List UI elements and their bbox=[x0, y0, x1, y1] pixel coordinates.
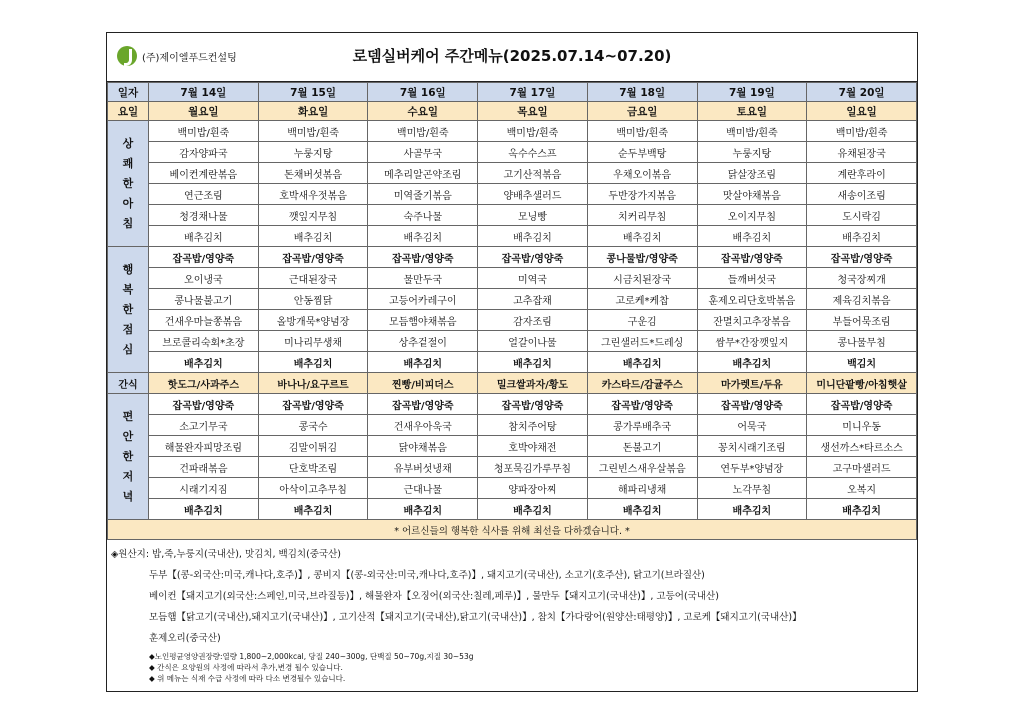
breakfast-item: 호박새우젓볶음 bbox=[258, 184, 368, 205]
breakfast-item: 깻잎지무침 bbox=[258, 205, 368, 226]
day-cell: 금요일 bbox=[587, 102, 697, 121]
dinner-item: 건파래볶음 bbox=[149, 457, 259, 478]
breakfast-row bbox=[108, 142, 917, 163]
dinner-row bbox=[108, 499, 917, 520]
dinner-item: 노각무침 bbox=[697, 478, 807, 499]
dinner-item: 김말이튀김 bbox=[258, 436, 368, 457]
dinner-item: 해파리냉채 bbox=[587, 478, 697, 499]
lunch-item: 근대된장국 bbox=[258, 268, 368, 289]
page-title: 로뎀실버케어 주간메뉴(2025.07.14~07.20) bbox=[352, 47, 672, 65]
breakfast-item: 새송이조림 bbox=[807, 184, 917, 205]
lunch-item: 잡곡밥/영양죽 bbox=[478, 247, 588, 268]
dinner-row bbox=[108, 478, 917, 499]
breakfast-item: 연근조림 bbox=[149, 184, 259, 205]
breakfast-item: 백미밥/흰죽 bbox=[587, 121, 697, 142]
dinner-item: 단호박조림 bbox=[258, 457, 368, 478]
dinner-label-char: 녁 bbox=[122, 489, 134, 503]
breakfast-item: 배추김치 bbox=[697, 226, 807, 247]
breakfast-label-char: 쾌 bbox=[122, 156, 134, 170]
lunch-item: 들깨버섯국 bbox=[697, 268, 807, 289]
breakfast-item: 우채오이볶음 bbox=[587, 163, 697, 184]
dinner-row bbox=[108, 457, 917, 478]
breakfast-item: 도시락김 bbox=[807, 205, 917, 226]
lunch-item: 오이냉국 bbox=[149, 268, 259, 289]
dinner-item: 연두부*양념장 bbox=[697, 457, 807, 478]
lunch-label-char: 점 bbox=[122, 322, 134, 336]
breakfast-item: 미역줄기볶음 bbox=[368, 184, 478, 205]
breakfast-row bbox=[108, 205, 917, 226]
lunch-item: 브로콜리숙회*초장 bbox=[149, 331, 259, 352]
menu-table bbox=[107, 82, 917, 540]
breakfast-row bbox=[108, 121, 917, 142]
breakfast-item: 백미밥/흰죽 bbox=[478, 121, 588, 142]
dinner-label bbox=[108, 394, 149, 520]
lunch-item: 모듬햄야채볶음 bbox=[368, 310, 478, 331]
dinner-item: 그린빈스새우살볶음 bbox=[587, 457, 697, 478]
breakfast-item: 누룽지탕 bbox=[258, 142, 368, 163]
breakfast-item: 계란후라이 bbox=[807, 163, 917, 184]
dinner-item: 어묵국 bbox=[697, 415, 807, 436]
breakfast-item: 고기산적볶음 bbox=[478, 163, 588, 184]
dinner-item: 미니우동 bbox=[807, 415, 917, 436]
breakfast-item: 유채된장국 bbox=[807, 142, 917, 163]
dinner-item: 시래기지짐 bbox=[149, 478, 259, 499]
breakfast-item: 맛살야채볶음 bbox=[697, 184, 807, 205]
lunch-item: 쌈무*간장깻잎지 bbox=[697, 331, 807, 352]
lunch-item: 잡곡밥/영양죽 bbox=[807, 247, 917, 268]
day-cell: 월요일 bbox=[149, 102, 259, 121]
dinner-item: 참치주어탕 bbox=[478, 415, 588, 436]
breakfast-label-char: 침 bbox=[122, 216, 134, 230]
notice-text: * 어르신들의 행복한 식사를 위해 최선을 다하겠습니다. * bbox=[108, 520, 917, 540]
dinner-item: 호박야채전 bbox=[478, 436, 588, 457]
dinner-item: 배추김치 bbox=[697, 499, 807, 520]
dinner-item: 아삭이고추무침 bbox=[258, 478, 368, 499]
dinner-item: 닭야채볶음 bbox=[368, 436, 478, 457]
dinner-item: 꽁치시래기조림 bbox=[697, 436, 807, 457]
lunch-item: 고추잡채 bbox=[478, 289, 588, 310]
lunch-item: 고로케*케찹 bbox=[587, 289, 697, 310]
dinner-item: 잡곡밥/영양죽 bbox=[258, 394, 368, 415]
snack-item: 카스타드/감귤주스 bbox=[587, 373, 697, 394]
lunch-item: 청국장찌개 bbox=[807, 268, 917, 289]
dinner-item: 양파장아찌 bbox=[478, 478, 588, 499]
breakfast-label-char: 상 bbox=[122, 136, 134, 150]
snack-item: 바나나/요구르트 bbox=[258, 373, 368, 394]
lunch-item: 올방개묵*양념장 bbox=[258, 310, 368, 331]
dinner-item: 소고기무국 bbox=[149, 415, 259, 436]
lunch-label-char: 행 bbox=[122, 262, 134, 276]
dinner-item: 배추김치 bbox=[149, 499, 259, 520]
date-cell: 7월 14일 bbox=[149, 83, 259, 102]
snack-item: 미니단팥빵/아침햇살 bbox=[807, 373, 917, 394]
lunch-item: 배추김치 bbox=[149, 352, 259, 373]
breakfast-item: 백미밥/흰죽 bbox=[368, 121, 478, 142]
dinner-item: 배추김치 bbox=[368, 499, 478, 520]
lunch-item: 잡곡밥/영양죽 bbox=[368, 247, 478, 268]
breakfast-item: 양배추샐러드 bbox=[478, 184, 588, 205]
breakfast-item: 누룽지탕 bbox=[697, 142, 807, 163]
lunch-item: 백김치 bbox=[807, 352, 917, 373]
origin-line: 모듬햄【닭고기(국내산),돼지고기(국내산)】, 고기산적【돼지고기(국내산),닭고기(국내산)】, 참치【가다랑어(원양산:태평양)】, 고로케【돼지고기(국내산)】 bbox=[149, 612, 802, 623]
day-label: 요일 bbox=[108, 102, 149, 121]
lunch-item: 감자조림 bbox=[478, 310, 588, 331]
dinner-item: 잡곡밥/영양죽 bbox=[697, 394, 807, 415]
breakfast-label-char: 한 bbox=[122, 176, 134, 190]
breakfast-item: 두반장가지볶음 bbox=[587, 184, 697, 205]
lunch-row bbox=[108, 289, 917, 310]
lunch-row bbox=[108, 331, 917, 352]
breakfast-item: 백미밥/흰죽 bbox=[149, 121, 259, 142]
lunch-item: 배추김치 bbox=[258, 352, 368, 373]
breakfast-row bbox=[108, 184, 917, 205]
date-label: 일자 bbox=[108, 83, 149, 102]
dinner-row bbox=[108, 394, 917, 415]
lunch-item: 미역국 bbox=[478, 268, 588, 289]
lunch-row bbox=[108, 268, 917, 289]
date-cell: 7월 19일 bbox=[697, 83, 807, 102]
dinner-row bbox=[108, 436, 917, 457]
sheet-header bbox=[107, 33, 917, 82]
breakfast-item: 배추김치 bbox=[478, 226, 588, 247]
lunch-item: 안동찜닭 bbox=[258, 289, 368, 310]
note-line: ◆ 간식은 요양원의 사정에 따라서 추가,변경 될수 있습니다. bbox=[149, 663, 343, 672]
lunch-item: 제육김치볶음 bbox=[807, 289, 917, 310]
breakfast-item: 옥수수스프 bbox=[478, 142, 588, 163]
lunch-label-char: 심 bbox=[122, 342, 134, 356]
note-line: ◆ 위 메뉴는 식재 수급 사정에 따라 다소 변경될수 있습니다. bbox=[149, 674, 346, 683]
lunch-item: 배추김치 bbox=[368, 352, 478, 373]
lunch-item: 고등어카레구이 bbox=[368, 289, 478, 310]
breakfast-item: 백미밥/흰죽 bbox=[697, 121, 807, 142]
breakfast-item: 돈채버섯볶음 bbox=[258, 163, 368, 184]
lunch-item: 잡곡밥/영양죽 bbox=[149, 247, 259, 268]
lunch-item: 배추김치 bbox=[478, 352, 588, 373]
date-cell: 7월 17일 bbox=[478, 83, 588, 102]
breakfast-item: 사골무국 bbox=[368, 142, 478, 163]
breakfast-item: 백미밥/흰죽 bbox=[258, 121, 368, 142]
dinner-item: 고구마샐러드 bbox=[807, 457, 917, 478]
lunch-item: 구운김 bbox=[587, 310, 697, 331]
breakfast-item: 치커리무침 bbox=[587, 205, 697, 226]
breakfast-item: 청경채나물 bbox=[149, 205, 259, 226]
note-line: ◆노인평균영양권장량:열량 1,800~2,000kcal, 당질 240~300g, 단백질 50~70g,지질 30~53g bbox=[149, 652, 474, 661]
breakfast-item: 배추김치 bbox=[368, 226, 478, 247]
breakfast-row bbox=[108, 226, 917, 247]
breakfast-item: 배추김치 bbox=[807, 226, 917, 247]
breakfast-item: 배추김치 bbox=[149, 226, 259, 247]
lunch-item: 콩나물밥/영양죽 bbox=[587, 247, 697, 268]
dinner-item: 잡곡밥/영양죽 bbox=[807, 394, 917, 415]
date-cell: 7월 18일 bbox=[587, 83, 697, 102]
breakfast-item: 모닝빵 bbox=[478, 205, 588, 226]
lunch-label bbox=[108, 247, 149, 373]
breakfast-item: 배추김치 bbox=[587, 226, 697, 247]
dinner-item: 생선까스*타르소스 bbox=[807, 436, 917, 457]
dinner-item: 잡곡밥/영양죽 bbox=[587, 394, 697, 415]
origin-line: 훈제오리(중국산) bbox=[149, 633, 221, 644]
dinner-item: 잡곡밥/영양죽 bbox=[368, 394, 478, 415]
lunch-item: 콩나물불고기 bbox=[149, 289, 259, 310]
breakfast-item: 메추리알곤약조림 bbox=[368, 163, 478, 184]
dinner-label-char: 한 bbox=[122, 449, 134, 463]
dinner-label-char: 저 bbox=[122, 469, 134, 483]
dinner-item: 배추김치 bbox=[478, 499, 588, 520]
lunch-label-char: 복 bbox=[122, 282, 134, 296]
origin-line: ◈원산지: 밥,죽,누룽지(국내산), 맛김치, 백김치(중국산) bbox=[111, 549, 342, 560]
snack-item: 핫도그/사과주스 bbox=[149, 373, 259, 394]
day-cell: 화요일 bbox=[258, 102, 368, 121]
day-cell: 수요일 bbox=[368, 102, 478, 121]
day-cell: 토요일 bbox=[697, 102, 807, 121]
snack-label: 간식 bbox=[108, 373, 149, 394]
dinner-item: 유부버섯냉채 bbox=[368, 457, 478, 478]
lunch-item: 잡곡밥/영양죽 bbox=[697, 247, 807, 268]
lunch-item: 잔멸치고추장볶음 bbox=[697, 310, 807, 331]
breakfast-item: 배추김치 bbox=[258, 226, 368, 247]
dinner-item: 청포묵김가루무침 bbox=[478, 457, 588, 478]
breakfast-item: 순두부백탕 bbox=[587, 142, 697, 163]
dinner-item: 배추김치 bbox=[587, 499, 697, 520]
lunch-row bbox=[108, 352, 917, 373]
lunch-item: 물만두국 bbox=[368, 268, 478, 289]
day-cell: 목요일 bbox=[478, 102, 588, 121]
lunch-item: 훈제오리단호박볶음 bbox=[697, 289, 807, 310]
lunch-item: 그린샐러드*드레싱 bbox=[587, 331, 697, 352]
breakfast-item: 감자양파국 bbox=[149, 142, 259, 163]
date-cell: 7월 15일 bbox=[258, 83, 368, 102]
dinner-item: 잡곡밥/영양죽 bbox=[478, 394, 588, 415]
snack-item: 찐빵/비피더스 bbox=[368, 373, 478, 394]
nutrition-notes bbox=[107, 651, 917, 684]
breakfast-item: 오이지무침 bbox=[697, 205, 807, 226]
date-cell: 7월 20일 bbox=[807, 83, 917, 102]
dinner-row bbox=[108, 415, 917, 436]
breakfast-label bbox=[108, 121, 149, 247]
dinner-item: 콩가루배추국 bbox=[587, 415, 697, 436]
breakfast-item: 백미밥/흰죽 bbox=[807, 121, 917, 142]
dinner-item: 돈불고기 bbox=[587, 436, 697, 457]
date-cell: 7월 16일 bbox=[368, 83, 478, 102]
lunch-item: 건새우마늘쫑볶음 bbox=[149, 310, 259, 331]
dinner-item: 건새우아욱국 bbox=[368, 415, 478, 436]
lunch-item: 잡곡밥/영양죽 bbox=[258, 247, 368, 268]
lunch-row bbox=[108, 310, 917, 331]
origin-line: 두부【(콩-외국산:미국,캐나다,호주)】, 콩비지【(콩-외국산:미국,캐나다,호주)】, 돼지고기(국내산), 소고기(호주산), 닭고기(브라질산) bbox=[149, 570, 705, 581]
lunch-item: 시금치된장국 bbox=[587, 268, 697, 289]
date-row bbox=[108, 83, 917, 102]
breakfast-row bbox=[108, 163, 917, 184]
dinner-item: 잡곡밥/영양죽 bbox=[149, 394, 259, 415]
menu-sheet bbox=[106, 32, 918, 692]
lunch-row bbox=[108, 247, 917, 268]
lunch-label-char: 한 bbox=[122, 302, 134, 316]
dinner-item: 오복지 bbox=[807, 478, 917, 499]
breakfast-item: 베이컨계란볶음 bbox=[149, 163, 259, 184]
dinner-item: 배추김치 bbox=[807, 499, 917, 520]
dinner-label-char: 편 bbox=[122, 409, 134, 423]
dinner-item: 배추김치 bbox=[258, 499, 368, 520]
origin-info bbox=[107, 540, 917, 649]
lunch-item: 콩나물무침 bbox=[807, 331, 917, 352]
origin-line: 베이컨【돼지고기(외국산:스페인,미국,브라질등)】, 해물완자【오징어(외국산:칠레,페루)】, 물만두【돼지고기(국내산)】, 고등어(국내산) bbox=[149, 591, 719, 602]
breakfast-label-char: 아 bbox=[122, 196, 134, 210]
lunch-item: 배추김치 bbox=[697, 352, 807, 373]
lunch-item: 얼갈이나물 bbox=[478, 331, 588, 352]
day-cell: 일요일 bbox=[807, 102, 917, 121]
snack-item: 마가렛트/두유 bbox=[697, 373, 807, 394]
lunch-item: 상추겉절이 bbox=[368, 331, 478, 352]
dinner-item: 콩국수 bbox=[258, 415, 368, 436]
dinner-label-char: 안 bbox=[122, 429, 134, 443]
company-name: (주)제이엘푸드컨설팅 bbox=[142, 52, 237, 64]
notice-row bbox=[108, 520, 917, 540]
snack-row bbox=[108, 373, 917, 394]
dinner-item: 근대나물 bbox=[368, 478, 478, 499]
day-row bbox=[108, 102, 917, 121]
breakfast-item: 숙주나물 bbox=[368, 205, 478, 226]
snack-item: 밀크쌀과자/황도 bbox=[478, 373, 588, 394]
lunch-item: 미나리무생채 bbox=[258, 331, 368, 352]
lunch-item: 부들어묵조림 bbox=[807, 310, 917, 331]
dinner-item: 해물완자피망조림 bbox=[149, 436, 259, 457]
lunch-item: 배추김치 bbox=[587, 352, 697, 373]
breakfast-item: 닭살장조림 bbox=[697, 163, 807, 184]
